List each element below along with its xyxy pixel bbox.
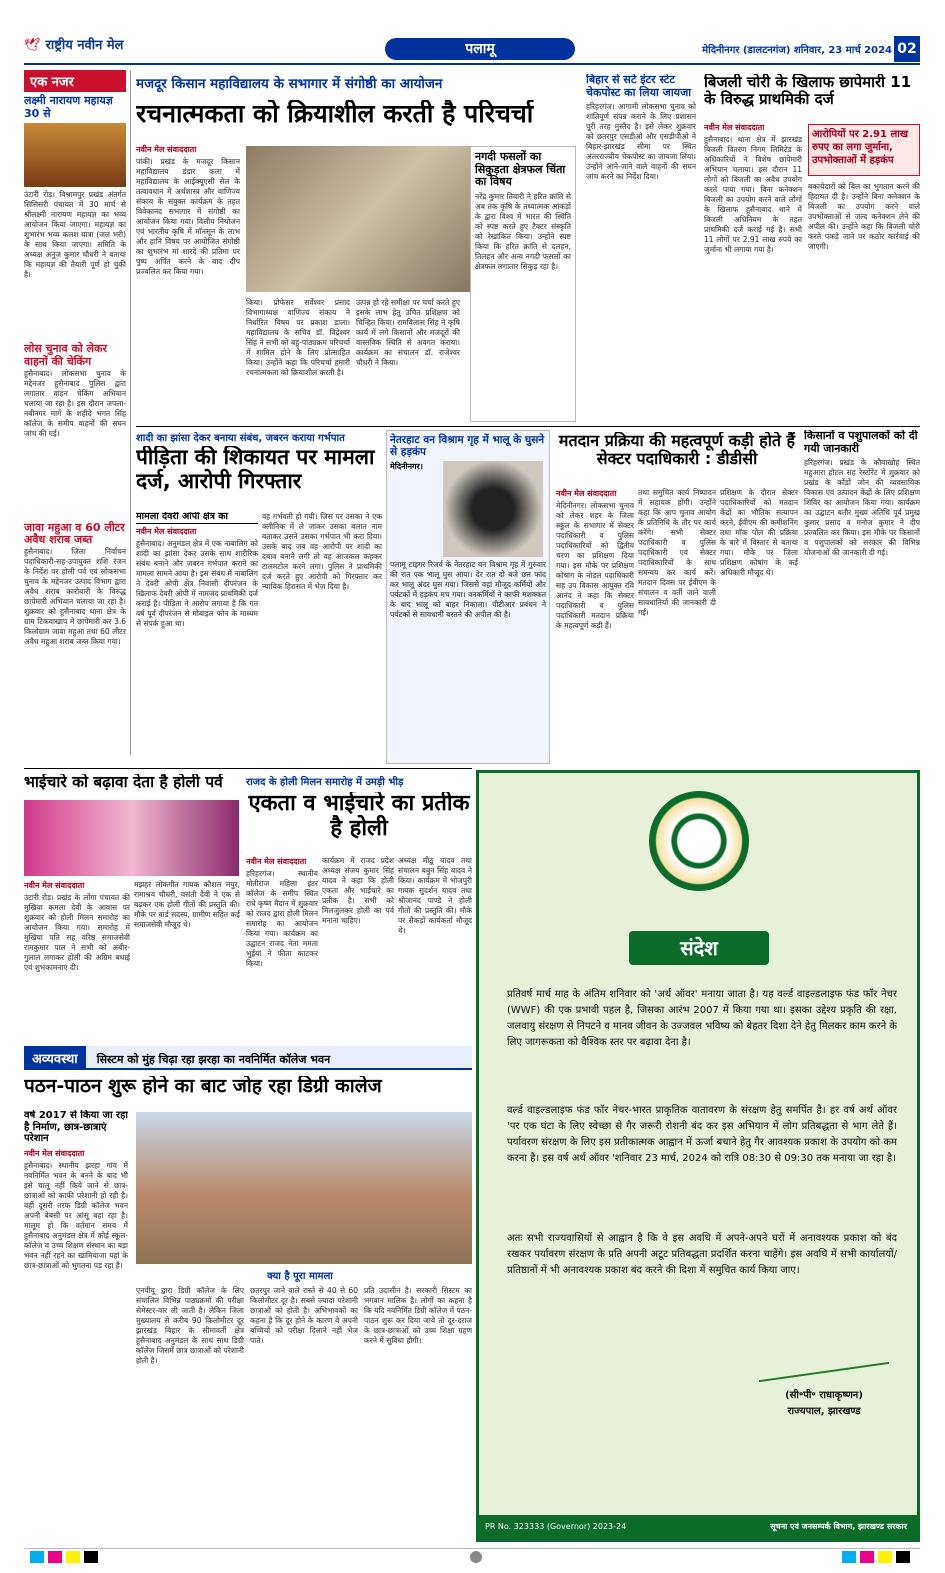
story2-kicker: शादी का झांसा देकर बनाया संबंध, जबरन कराया गर्भपात [136, 433, 345, 444]
dateline: मेदिनीनगर (डालटनगंज) शनिवार, 23 मार्च 2024 [702, 45, 892, 56]
bear-title: नेतरहाट वन विश्राम गृह में भालू के घुसने से हड़कंप [390, 434, 545, 459]
footer-rule [24, 1548, 920, 1549]
story1-col1-text: पांकी। प्रखंड के मजदूर किसान महाविद्यालय डंडार कला में महाविद्यालय के आईक्यूएसी सेल के तत्वावधान में अर्थशास्त्र और वाणिज्य संकाय के संयुक्त कार्यक्रम के तहत विवेकानंद सभागार में संगोष्ठी का आयोजन किया गया। वित्तीय नियोजन एवं भारतीय कृषि में मॉनसून के लाभ और हानि विषय पर आयोजित संगोष्ठी का शुभारंभ मां शारदे की प्रतिमा पर पुष्प अर्पित करने के बाद दीप प्रज्वलित कर किया गया। [136, 157, 240, 276]
bear-byline: मेदिनीनगर। [390, 462, 423, 472]
college-col2: छतरपुर जाने वाले रास्ते से 40 से 60 किलोमीटर दूर है। सबसे ज्यादा परेशानी छात्राओं को होती है। अभिभावकों का कहना है कि दूर होने के कारण वे अपनी बच्चियों को परीक्षा दिलाने नहीं भेज पाते। [250, 1286, 358, 1345]
power-inset: आरोपियों पर 2.91 लाख रुपए का लगा जुर्माना, उपभोक्ताओं में हड़कंप [808, 124, 920, 176]
magenta-swatch-right [860, 1551, 874, 1563]
story1-kicker: मजदूर किसान महाविद्यालय के सभागार में संगोष्ठी का आयोजन [136, 76, 443, 92]
holi1-col1-text: उंटारी रोड़। प्रखंड के लोंगा पंचायत की मुखिया कमला देवी के आवास पर शुक्रवार को होली मिलन समारोह का आयोजन किया गया। समारोह में मुखिया पति सह वरिष्ठ समाजसेवी रामकुमार पाल ने सभी को अबीर-गुलाल लगाकर होली की अग्रिम बधाई एवं शुभकामनाएं दी। [24, 893, 130, 972]
farmers-headline: किसानों व पशुपालकों को दी गयी जानकारी [804, 430, 918, 455]
ek-nazar-item2-title: लोस चुनाव को लेकर वाहनों की चेकिंग [24, 342, 107, 368]
story3-byline: नवीन मेल संवाददाता [556, 489, 617, 498]
college-label: अव्यवस्था [24, 1046, 86, 1070]
story2-subhead: मामला देवरी ओपी क्षेत्र का [136, 512, 258, 524]
magenta-swatch [48, 1551, 62, 1563]
yellow-swatch-right [878, 1551, 892, 1563]
ek-nazar-column [24, 70, 126, 760]
ek-nazar-item3-title: जावा महुआ व 60 लीटर अवैध शराब जब्त [24, 520, 125, 547]
power-col1-text: हुसैनाबाद। थाना क्षेत्र में झारखंड बिजली वितरण निगम लिमिटेड के अधिकारियों ने विशेष छापेमारी अभियान चलाया। इस दौरान 11 लोगों को बिजली का अवैध उपयोग करते पाया गया। बिना कनेक्शन बिजली का उपयोग करने वाले लोगों के खिलाफ हुसैनाबाद थाने में बिजली अधिनियम के तहत प्राथमिकी दर्ज कराई गई है। सभी 11 लोगों पर 2.91 लाख रुपये का जुर्माना भी लगाया गया है। [704, 135, 802, 254]
brand-name: राष्ट्रीय नवीन मेल [45, 38, 124, 53]
page-number: 02 [894, 36, 920, 62]
story1-headline: रचनात्मकता को क्रियाशील करती है परिचर्चा [136, 100, 534, 128]
ek-nazar-item1-title: लक्ष्मी नारायण महायज्ञ 30 से [24, 94, 113, 120]
holi2-col2: कार्यक्रम में राजद प्रदेश अध्यक्ष संजय कुमार सिंह यादव ने कहा कि होली एकता और भाईचारे का प्रतीक है। सभी को मिलजुलकर होली का पर्व मनाना चाहिए। [322, 856, 394, 925]
ad-title: संदेश [629, 931, 769, 965]
holi1-col2: मझहर लोकगीत गायक कौशल मयुर, रामाश्रय चौधरी, वसंती देवी ने एक से बढ़कर एक होली गीतों की प्रस्तुति की। मौके पर वार्ड सदस्य, ग्रामीण सहित कई समाजसेवी मौजूद थे। [134, 880, 240, 929]
ek-nazar-item1-body: उंटारी रोड़। विश्रामपुर प्रखंड अंतर्गत सिसिसरी पंचायत में 30 मार्च से श्रीलक्ष्मी नारायण महायज्ञ का भव्य आयोजन किया जाएगा। महायज्ञ का शुभारंभ भव्य कलश यात्रा (जल भरी) के साथ किया जाएगा। समिति के अध्यक्ष अनुज कुमार चौधरी ने बताया कि महायज्ञ की तैयारी पूर्ण हो चुकी है। [24, 190, 126, 280]
college-kicker-bar [24, 1046, 472, 1070]
story2-col1-text: हुसैनाबाद। अनुमंडल क्षेत्र में एक नाबालिग को शादी का झांसा देकर उसके साथ शारीरिक संबंध बनाने और जबरन गर्भपात कराने का मामला सामने आया है। इस संबंध में नाबालिग ने देवरी ओपी क्षेत्र निवासी दीपरंजन के खिलाफ देवरी ओपी में नामजद प्राथमिकी दर्ज कराई है। पीड़िता ने आरोप लगाया है कि गत वर्ष पूर्व दीपरंजन से मोबाइल फोन के माध्यम से संपर्क हुआ था। [136, 538, 258, 628]
college-col1: एनपीयू द्वारा डिग्री कॉलेज के लिए संचालित विभिन्न पाठ्यक्रमों की परीक्षा सेमेस्टर-वार ली जाती है। लेकिन जिला मुख्यालय से करीब 90 किलोमीटर दूर झारखंड बिहार के सीमावर्ती क्षेत्र हुसैनाबाद अनुमंडल के साथ साथ डिग्री कॉलेज जिसमें छात्र छात्राओं को परेशानी होती है। [136, 1286, 244, 1365]
story3-headline: मतदान प्रक्रिया की महत्वपूर्ण कड़ी होते हैं सेक्टर पदाधिकारी : डीडीसी [558, 432, 796, 468]
story1-byline: नवीन मेल संवाददाता [136, 145, 197, 154]
yellow-swatch [66, 1551, 80, 1563]
ad-footer [479, 1515, 917, 1539]
ek-nazar-item3-body: हुसैनाबाद। जिला निर्वाचन पदाधिकारी-सह-उपायुक्त शशि रंजन के निर्देश पर होली पर्व एवं लोकसभा चुनाव के मद्देनजर उत्पाद विभाग द्वारा अवैध शराब कारोबारी के विरुद्ध छापेमारी अभियान चलाया जा रहा है। शुक्रवार को हुसैनाबाद थाना क्षेत्र के ग्राम टिकवाखाप में छापेमारी कर 3.6 किलोग्राम जावा महुआ तथा 60 लीटर अवैध महुआ शराब जब्त किया गया। [24, 546, 126, 646]
college-photo [136, 1112, 472, 1264]
story1-col2: किया। प्रोफेसर सर्वेश्वर प्रसाद विभागाध्यक्ष वाणिज्य संकाय ने निर्धारित विषय पर प्रकाश डाला। महाविद्यालय के सचिव डॉ. विद्रेश्वर सिंह ने सभी को बहु-पाठ्यक्रम परिचर्चा में शामिल होने के लिए प्रोत्साहित किया। उन्होंने कहा कि परिचर्चा हमारी रचनात्मकता को क्रियाशील करती है। [246, 298, 350, 377]
jharkhand-emblem [649, 791, 749, 891]
inset-body: नरेंद्र कुमार तिवारी ने हरित क्रांति से अब तक कृषि के तथ्यात्मक आंकड़ों के द्वारा विश्व में भारत की स्थिति को स्पष्ट करते हुए टैक्टर संस्कृति को रेखांकित किया। उन्होंने स्पष्ट किया कि हरित क्रांति से दलहन, तिलहन और अन्य नगदी फसलों का क्षेत्रफल लगातार सिकुड़ रहा है। [475, 191, 571, 271]
ad-signatory: (सी॰पी॰ राधाकृष्णन) [785, 1390, 863, 1401]
black-swatch [84, 1551, 98, 1563]
bear-story [386, 430, 550, 764]
ad-para1: प्रतिवर्ष मार्च माह के अंतिम शनिवार को 'अर्थ ऑवर' मनाया जाता है। यह वर्ल्ड वाइल्डलाइफ फंड फॉर नेचर (WWF) की एक प्रभावी पहल है, जिसका आरंभ 2007 में किया गया था। इसका उद्देश्य प्रकृति की रक्षा, जलवायु संरक्षण से निपटने व मानव जीवन के उज्जवल भविष्य को बेहतर दिशा देने हेतु मिलकर काम करने के लिए जागरूकता को वैश्विक स्तर पर बढ़ावा देना है। [507, 989, 897, 1048]
section-tab: पलामू [385, 38, 575, 60]
ek-nazar-label: एक नजर [24, 70, 126, 92]
farmers-body: हरिहरगंज। प्रखंड के कौवाखोह स्थित महुआरा होटल सह रेस्टोरेंट में शुक्रवार को प्रखंड के कोंडों जोन की व्यवसायिक विकास एवं उत्पादन केंद्रों के लिए प्रशिक्षण शिविर का आयोजन किया गया। कार्यक्रम का उद्घाटन बतौर मुख्य अतिथि पूर्व प्रमुख कुमार प्रसाद व मनोज कुमार ने दीप प्रज्वलित कर किया। इस मौके पर किसानों व पशुपालकों को सरकार की विभिन्न योजनाओं की जानकारी दी गई। [804, 458, 920, 558]
bird-icon: 🕊 [24, 38, 41, 53]
checkpost-headline: बिहार से सटे इंटर स्टेट चेकपोस्ट का लिया जायजा [586, 74, 692, 99]
story3-col1 [556, 488, 634, 763]
holi2-headline: एकता व भाईचारे का प्रतीक है होली [248, 792, 470, 841]
story2-byline: नवीन मेल संवाददाता [136, 526, 197, 536]
power-col2: बकायेदारों को बिल का भुगतान करने की हिदायत दी है। उन्होंने बिना कनेक्शन के बिजली का उपयोग करने वाले उपभोक्ताओं से जल्द कनेक्शन लेने की अपील की। उन्होंने कहा कि बिजली चोरी करते पकड़े जाने पर कठोर कार्रवाई की जाएगी। [808, 182, 920, 251]
holi1-col1 [24, 880, 130, 1040]
story1-col1 [136, 144, 240, 419]
power-headline: बिजली चोरी के खिलाफ छापेमारी 11 के विरुद्ध प्राथमिकी दर्ज [704, 74, 912, 108]
story3-col2: तथा समुचित कार्य निष्पादन में सहायक होंगी। उन्होंने कहा कि आप चुनाव आयोग के प्रतिनिधि के तौर पर कार्य करेंगे। सभी सेक्टर पदाधिकारी व पुलिस पदाधिकारी एवं सेक्टर पदाधिकारियों के साथ समन्वय कर कार्य करें। मतदान दिवस पर ईवीएम के संचालन व वर्ती जाने वाली सावधानियों की जानकारी दी गई। [638, 488, 716, 617]
farmers-story [804, 430, 920, 764]
ad-department: सूचना एवं जनसम्पर्क विभाग, झारखण्ड सरकार [770, 1522, 907, 1531]
power-byline: नवीन मेल संवाददाता [704, 123, 765, 132]
college-byline: नवीन मेल संवाददाता [24, 1148, 85, 1158]
brand-logo [24, 34, 164, 58]
ad-para3: अतः सभी राज्यवासियों से आह्वान है कि वे इस अवधि में अपने-अपने घरों में अनावश्यक प्रकाश को बंद रखकर पर्यावरण संरक्षण के प्रति अपनी अटूट प्रतिबद्धता प्रदर्शित करना चाहेंगे। इस अवधि में सभी कार्यालयों/प्रतिष्ठानों में भी अनावश्यक प्रकाश बंद करने की दिशा में समुचित कार्य किया जाए। [507, 1233, 897, 1276]
section-rule-2 [24, 768, 472, 769]
holi2-kicker: राजद के होली मिलन समारोह में उमड़ी भीड़ [246, 777, 404, 788]
cyan-swatch-right [842, 1551, 856, 1563]
ad-para2: वर्ल्ड वाइल्डलाइफ फंड फॉर नेचर-भारत प्राकृतिक वातावरण के संरक्षण हेतु समर्पित है। हर वर्ष अर्थ ऑवर 'पर एक घंटा के लिए स्वेच्छा से गैर जरूरी रोशनी बंद कर इस अभियान में लोग प्रतिबद्धता से भाग लेते हैं। पर्यावरण संरक्षण के लिए इस प्रतीकात्मक आह्वान में ऊर्जा बचाने हेतु गैर आवश्यक प्रकाश के उपयोग को कम करना है। इस वर्ष अर्थ ऑवर 'शनिवार 23 मार्च, 2024 को रात्रि 08:30 से 09:30 तक मनाया जा रहा है। [507, 1105, 897, 1164]
section-rule [136, 426, 920, 427]
checkpost-story [586, 74, 696, 424]
governor-message-ad [476, 770, 920, 1542]
checkpost-body: हरिहरगंज। आगामी लोकसभा चुनाव को शांतिपूर्ण संपन्न कराने के लिए प्रशासन पूरी तरह मुस्तैद है। इसे लेकर शुक्रवार को छतरपुर एसडीओ और एसडीपीओ ने बिहार-झारखंड सीमा पर स्थित अंतरराज्यीय चेकपोस्ट का जायजा लिया। उन्होंने आने-जाने वाले वाहनों की सघन जांच करने का निर्देश दिया। [586, 102, 696, 182]
ad-designation: राज्यपाल, झारखण्ड [787, 1406, 861, 1417]
college-col3: प्रति उदासीन है। सरकारी सिस्टम का भगवान मालिक है। लोगों का कहना है कि यदि नवनिर्मित डिग्री कॉलेज में पठन-पाठन शुरू कर दिया जाये तो दूर-दराज के छात्र-छात्राओं को उच्च शिक्षा ग्रहण करने में सुविधा होगी। [364, 1286, 472, 1345]
story2-headline: पीड़िता की शिकायत पर मामला दर्ज, आरोपी गिरफ्तार [136, 446, 375, 493]
college-side [24, 1110, 128, 1540]
holi2-col1 [246, 856, 318, 1042]
yagya-photo [24, 123, 126, 187]
inset-title: नगदी फसलों का सिकुड़ता क्षेत्रफल चिंता का विषय [475, 150, 566, 189]
bear-intro [390, 461, 440, 557]
college-side-body: हुसैनाबाद। स्थानीय झरहा गांव में नवनिर्मित भवन के बनने के बाद भी इसे चालू नहीं किये जाने से छात्र-छात्राओं को काफी परेशानी हो रही है। वहीं दूसरी तरफ डिग्री कॉलेज भवन अपनी बेबसी पर आंसू बहा रहा है। मालूम हो कि वर्तमान समय में हुसैनाबाद अनुमंडल क्षेत्र में कोई स्कूल-कॉलेज व उच्च शिक्षण संस्थान का बड़ा भवन नहीं रहने का खामियाजा यहां के छात्र-छात्राओं को भुगतना पड़ रहा है। [24, 1160, 128, 1270]
power-col1 [704, 122, 802, 422]
college-photo-caption: क्या है पूरा मामला [267, 1271, 333, 1282]
college-headline: पठन-पाठन शुरू होने का बाट जोह रहा डिग्री कालेज [24, 1076, 382, 1097]
story2-col2: वह गर्भवती हो गयी। जिस पर उसका ने एक क्लीनिक में ले जाकर उसका बलात नाम बताकर उसने उसका गर्भपात भी करा दिया। उसके बाद जब वह आरोपी पर शादी का दबाव बनाने लगी तो वह आजकल कहकर टालमटोल करने लगा। पुलिस ने प्राथमिकी दर्ज करते हुए आरोपी को गिरफ्तार कर न्यायिक हिरासत में भेज दिया है। [262, 512, 382, 591]
ad-pr-no: PR No. 323333 (Governor) 2023-24 [485, 1522, 627, 1531]
holi1-photo [24, 800, 239, 876]
signature [759, 1324, 889, 1382]
header-rule [24, 63, 920, 65]
holi1-headline: भाईचारे को बढ़ावा देता है होली पर्व [24, 774, 223, 791]
register-mark [470, 1551, 482, 1563]
holi2-col1-text: हरिहरगंज। स्थानीय मोतीराज महिला इंटर कॉलेज के समीप स्थित राधे कृष्ण मैदान में शुक्रवार को राजद द्वारा होली मिलन समारोह का आयोजन किया गया। कार्यक्रम का उद्घाटन राजद नेता ममता भुईयां ने फीता काटकर किया। [246, 869, 318, 968]
story3-col1-text: मेदिनीनगर। लोकसभा चुनाव को लेकर शहर के जिला स्कूल के सभागार में सेक्टर पदाधिकारी व पुलिस पदाधिकारियों को द्वितीय चरण का प्रशिक्षण दिया गया। इस मौके पर प्रशिक्षण कोषांग के नोडल पदाधिकारी सह उप विकास आयुक्त रवि आनंद ने कहा कि सेक्टर पदाधिकारी व पुलिस पदाधिकारी मतदान प्रक्रिया के महत्वपूर्ण कड़ी हैं। [556, 501, 634, 630]
holi2-col3: अध्यक्ष मीठू यादव तथा संचालन बबुन सिंह यादव ने किया। कार्यक्रम में भोजपुरी गायक सुदर्शन यादव तथा श्रीजानंद पाण्डे ने होली गीतों की प्रस्तुति की। मौके पर सैकड़ों कार्यकर्ता मौजूद थे। [398, 856, 472, 935]
college-side-head: वर्ष 2017 से किया जा रहा है निर्माण, छात्र-छात्राएं परेशान [24, 1110, 128, 1144]
column-divider [130, 70, 131, 755]
story3-col3: प्रशिक्षण के दौरान सेक्टर पदाधिकारियों को मतदान केंद्रों का भौतिक सत्यापन करने, ईवीएम की कमीशनिंग तथा मॉक पोल की प्रक्रिया के बारे में विस्तार से बताया गया। मौके पर जिला प्रशिक्षण कोषांग के कई अधिकारी मौजूद थे। [720, 488, 798, 577]
black-swatch-right [896, 1551, 910, 1563]
cyan-swatch [30, 1551, 44, 1563]
holi1-byline: नवीन मेल संवाददाता [24, 881, 85, 890]
holi2-byline: नवीन मेल संवाददाता [246, 857, 307, 866]
nagdi-fasal-inset [470, 146, 576, 422]
ek-nazar-item2-body: हुसैनाबाद। लोकसभा चुनाव के मद्देनजर हुसैनाबाद पुलिस द्वारा लगातार वाहन चेकिंग अभियान चलाया जा रहा है। इस दौरान जपला-नबीनगर मार्ग के शहीदे भगत सिंह कॉलेज के समीप वाहनों की सघन जांच की गई। [24, 368, 126, 438]
college-kicker: सिस्टम को मुंह चिढ़ा रहा झरहा का नवनिर्मित कॉलेज भवन [96, 1053, 331, 1066]
bear-photo [443, 461, 543, 557]
story1-col3-left: उत्पन्न हो रहे समीक्षा पर चर्चा करते हुए इसके लाभ हेतु उचित प्रशिक्षण को चिन्हित किया। रामविलास सिंह ने कृषि कार्य में लगे किसानों और मजदूरों की वास्तविक स्थिति से अवगत कराया। कार्यक्रम का संचालन डॉ. राजेश्वर चौधरी ने किया। [356, 298, 460, 367]
bear-body: पलामू टाइगर रिजर्व के नेतरहाट वन विश्राम गृह में गुरुवार की रात एक भालू घुस आया। देर रात दो बजे छत फांद कर भालू अंदर घुस गया। जिससे वहां मौजूद कर्मियों और पर्यटकों में हड़कंप मच गया। वनकर्मियों ने काफी मशक्कत के बाद भालू को बाहर निकाला। पीटीआर प्रबंधन ने पर्यटकों से सावधानी बरतने की अपील की है। [390, 560, 546, 620]
story2-col1 [136, 512, 258, 762]
